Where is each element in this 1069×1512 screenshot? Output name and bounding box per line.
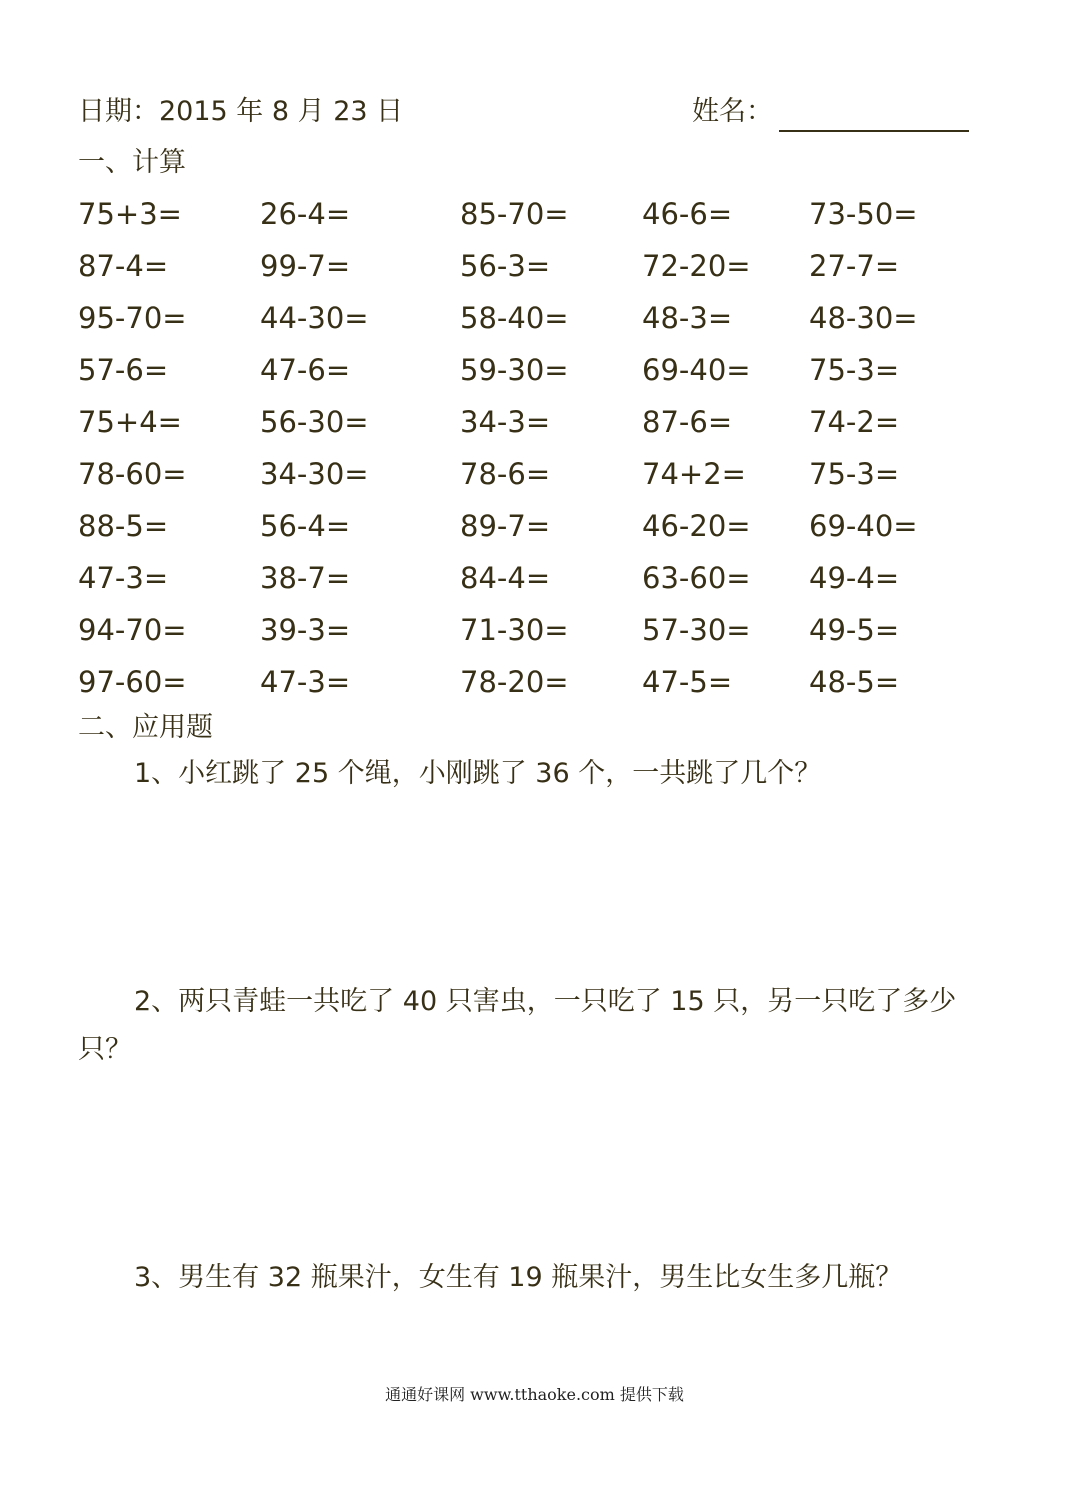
word-problem-1: 1、小红跳了 25 个绳，小刚跳了 36 个，一共跳了几个？ <box>134 758 822 789</box>
calc-item: 74-2= <box>809 405 900 439</box>
calc-item: 75+3= <box>78 197 182 231</box>
section-calculation-title: 一、计算 <box>78 147 186 178</box>
word-problem-3: 3、男生有 32 瓶果汁，女生有 19 瓶果汁，男生比女生多几瓶？ <box>134 1262 903 1293</box>
calc-item: 38-7= <box>260 561 351 595</box>
calc-item: 69-40= <box>809 509 918 543</box>
calc-row <box>78 348 978 400</box>
calc-item: 87-4= <box>78 249 169 283</box>
calc-item: 56-4= <box>260 509 351 543</box>
calc-item: 72-20= <box>642 249 751 283</box>
calc-item: 57-6= <box>78 353 169 387</box>
calc-item: 47-3= <box>78 561 169 595</box>
calc-row <box>78 452 978 504</box>
calculation-grid <box>78 192 978 712</box>
calc-item: 84-4= <box>460 561 551 595</box>
calc-item: 39-3= <box>260 613 351 647</box>
calc-item: 27-7= <box>809 249 900 283</box>
section-word-problems-title: 二、应用题 <box>78 712 213 743</box>
name-field <box>692 92 969 132</box>
calc-row <box>78 244 978 296</box>
header <box>78 92 978 132</box>
calc-item: 87-6= <box>642 405 733 439</box>
calc-item: 46-6= <box>642 197 733 231</box>
calc-item: 73-50= <box>809 197 918 231</box>
calc-item: 46-20= <box>642 509 751 543</box>
calc-item: 85-70= <box>460 197 569 231</box>
calc-item: 58-40= <box>460 301 569 335</box>
calc-item: 56-3= <box>460 249 551 283</box>
calc-item: 34-3= <box>460 405 551 439</box>
calc-item: 69-40= <box>642 353 751 387</box>
calc-row <box>78 192 978 244</box>
calc-item: 88-5= <box>78 509 169 543</box>
calc-item: 95-70= <box>78 301 187 335</box>
calc-item: 78-60= <box>78 457 187 491</box>
calc-row <box>78 400 978 452</box>
calc-item: 48-5= <box>809 665 900 699</box>
calc-row <box>78 296 978 348</box>
calc-item: 56-30= <box>260 405 369 439</box>
calc-item: 71-30= <box>460 613 569 647</box>
calc-item: 34-30= <box>260 457 369 491</box>
calc-row <box>78 608 978 660</box>
calc-item: 44-30= <box>260 301 369 335</box>
calc-item: 78-20= <box>460 665 569 699</box>
calc-item: 47-3= <box>260 665 351 699</box>
name-blank-line <box>779 102 969 132</box>
calc-item: 48-30= <box>809 301 918 335</box>
calc-row <box>78 504 978 556</box>
calc-item: 74+2= <box>642 457 746 491</box>
calc-item: 48-3= <box>642 301 733 335</box>
calc-item: 99-7= <box>260 249 351 283</box>
date-text: 日期：2015 年 8 月 23 日 <box>78 96 404 127</box>
calc-item: 26-4= <box>260 197 351 231</box>
footer-credit: 通通好课网 www.tthaoke.com 提供下载 <box>385 1385 684 1404</box>
calc-item: 94-70= <box>78 613 187 647</box>
calc-item: 89-7= <box>460 509 551 543</box>
calc-item: 97-60= <box>78 665 187 699</box>
calc-row <box>78 660 978 712</box>
calc-item: 78-6= <box>460 457 551 491</box>
calc-item: 75+4= <box>78 405 182 439</box>
calc-item: 63-60= <box>642 561 751 595</box>
calc-item: 75-3= <box>809 353 900 387</box>
calc-item: 75-3= <box>809 457 900 491</box>
name-label: 姓名： <box>692 96 773 127</box>
calc-item: 47-5= <box>642 665 733 699</box>
calc-item: 57-30= <box>642 613 751 647</box>
calc-item: 49-4= <box>809 561 900 595</box>
calc-item: 47-6= <box>260 353 351 387</box>
calc-item: 49-5= <box>809 613 900 647</box>
calc-item: 59-30= <box>460 353 569 387</box>
word-problem-2: 2、两只青蛙一共吃了 40 只害虫，一只吃了 15 只，另一只吃了多少只？ <box>78 986 957 1065</box>
calc-row <box>78 556 978 608</box>
